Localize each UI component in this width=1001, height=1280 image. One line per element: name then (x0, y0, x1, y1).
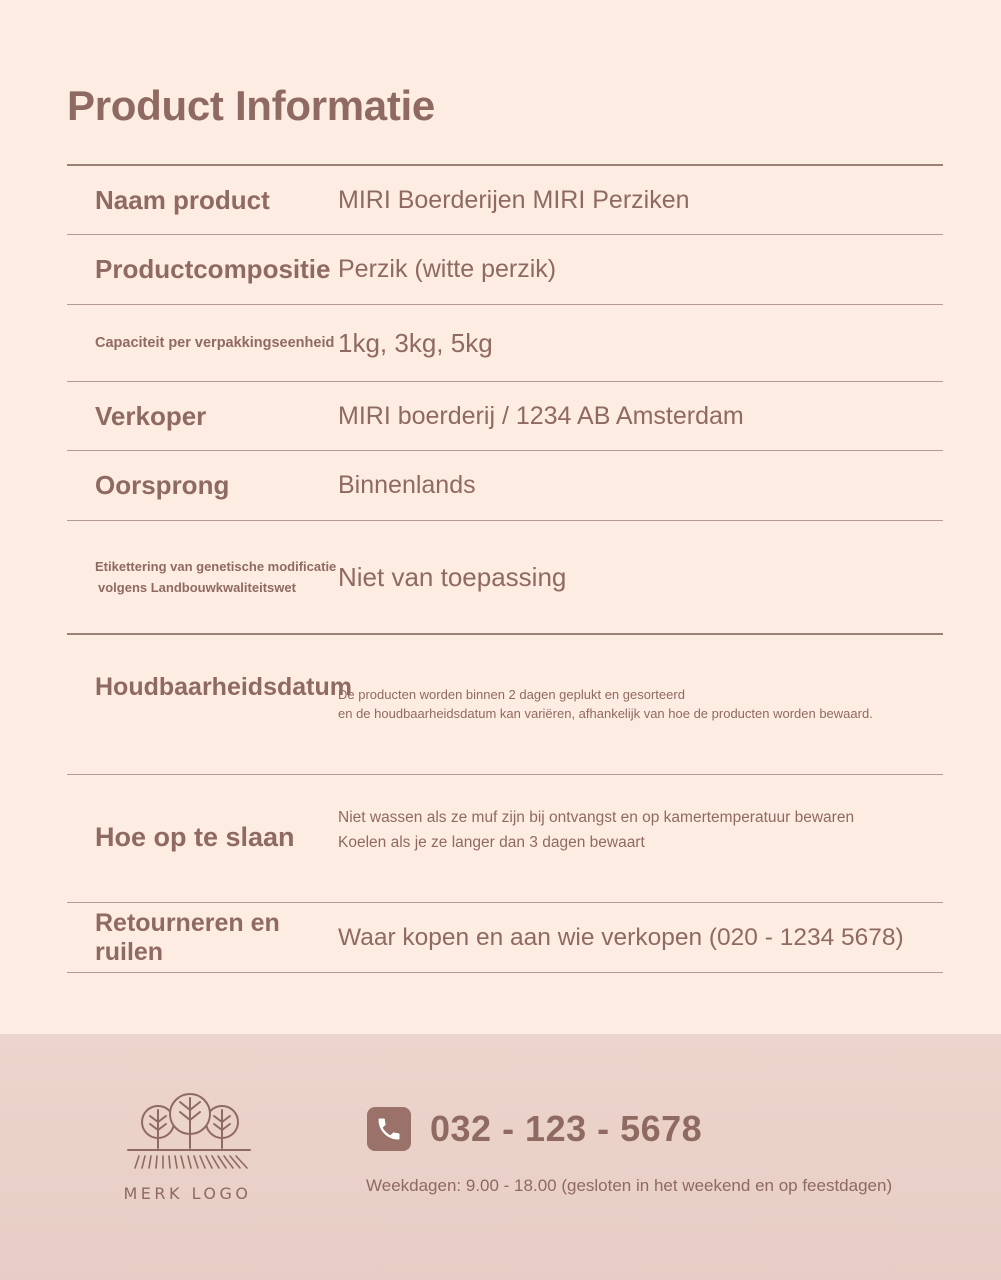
phone-icon (367, 1107, 411, 1151)
row-label-capaciteit: Capaciteit per verpakkingseenheid (95, 334, 335, 351)
table-row (67, 382, 943, 451)
row-value-houdbaarheidsdatum-line2: en de houdbaarheidsdatum kan variëren, afhankelijk van hoe de producten worden bewaard. (338, 706, 873, 721)
row-value-opslaan (338, 805, 854, 855)
brand-logo (120, 1092, 255, 1203)
row-label-etikettering-line1: Etikettering van genetische modificatie (95, 559, 337, 574)
row-label-retourneren: Retourneren en ruilen (95, 908, 280, 966)
row-label-etikettering-line2: volgens Landbouwkwaliteitswet (98, 580, 296, 595)
table-row (67, 635, 943, 775)
row-value-houdbaarheidsdatum-line1: De producten worden binnen 2 dagen geplukt en gesorteerd (338, 687, 685, 702)
row-label-oorsprong: Oorsprong (95, 470, 230, 500)
table-row (67, 451, 943, 521)
row-value-capaciteit: 1kg, 3kg, 5kg (338, 327, 493, 358)
tree-logo-icon (125, 1092, 251, 1178)
product-info-table (67, 164, 943, 973)
row-value-oorsprong: Binnenlands (338, 471, 476, 499)
row-value-productcompositie: Perzik (witte perzik) (338, 255, 557, 283)
row-value-retourneren: Waar kopen en aan wie verkopen (020 - 1234 5678) (338, 923, 904, 951)
row-value-opslaan-line2: Koelen als je ze langer dan 3 dagen bewaart (338, 833, 645, 851)
table-row (67, 235, 943, 305)
phone-number: 032 - 123 - 5678 (430, 1108, 703, 1149)
row-label-opslaan: Hoe op te slaan (95, 822, 295, 852)
logo-text: MERK LOGO (123, 1184, 252, 1203)
row-value-verkoper: MIRI boerderij / 1234 AB Amsterdam (338, 401, 744, 430)
row-label-productcompositie: Productcompositie (95, 254, 331, 284)
row-label-etikettering (67, 556, 338, 598)
table-row (67, 521, 943, 635)
page-title: Product Informatie (67, 82, 435, 129)
footer (0, 1034, 1001, 1280)
table-row (67, 164, 943, 235)
row-label-houdbaarheidsdatum: Houdbaarheidsdatum (95, 673, 352, 701)
table-row (67, 903, 943, 973)
table-row (67, 305, 943, 382)
row-value-houdbaarheidsdatum (338, 673, 873, 723)
table-row (67, 775, 943, 903)
row-label-naam-product: Naam product (95, 184, 270, 215)
row-label-verkoper: Verkoper (95, 400, 207, 431)
opening-hours: Weekdagen: 9.00 - 18.00 (gesloten in het weekend en op feestdagen) (366, 1176, 893, 1195)
row-value-etikettering: Niet van toepassing (338, 561, 567, 592)
row-value-naam-product: MIRI Boerderijen MIRI Perziken (338, 185, 690, 214)
row-value-opslaan-line1: Niet wassen als ze muf zijn bij ontvangst en op kamertemperatuur bewaren (338, 808, 855, 826)
